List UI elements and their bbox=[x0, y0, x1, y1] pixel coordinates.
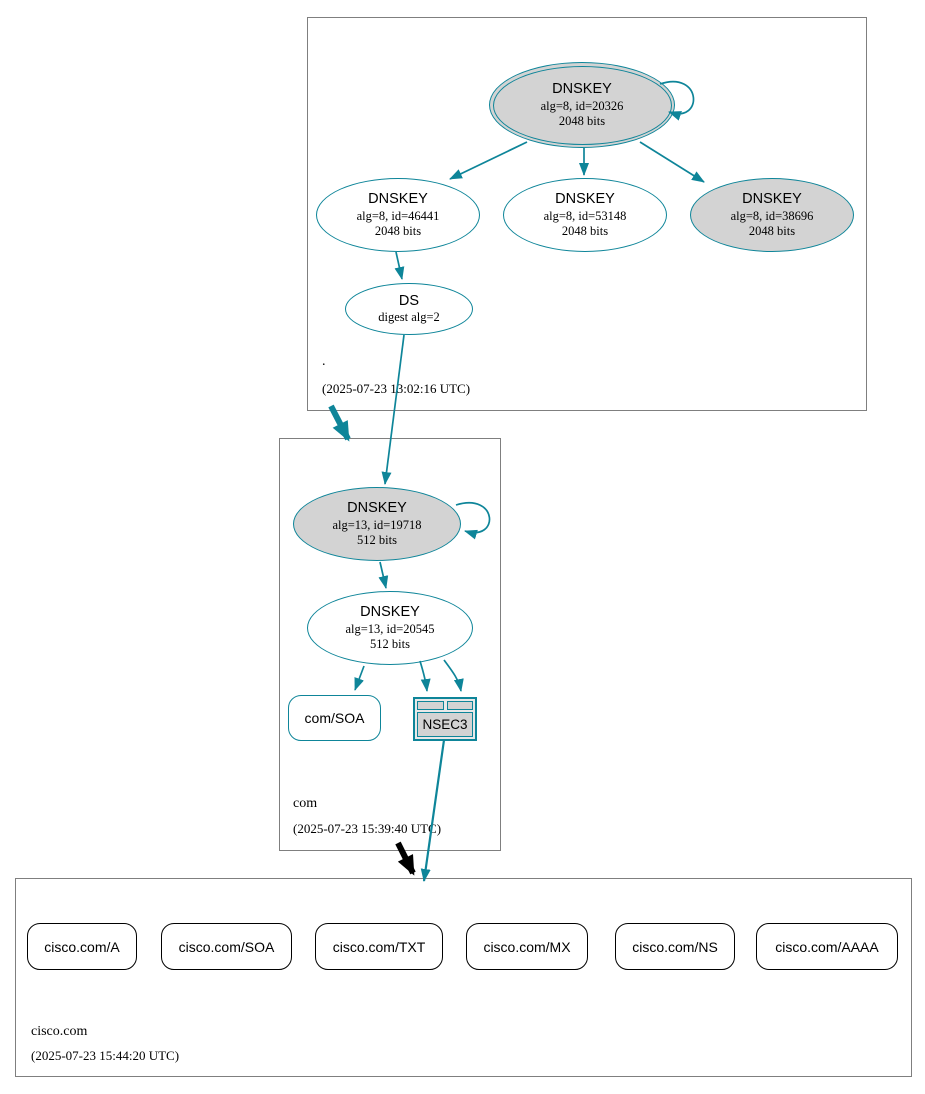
dnskey-alg-id: alg=8, id=53148 bbox=[543, 209, 627, 224]
ds-digest-alg: digest alg=2 bbox=[378, 310, 440, 325]
dnskey-46441-node[interactable] bbox=[316, 178, 480, 252]
dnskey-title: DNSKEY bbox=[742, 191, 802, 208]
dnskey-title: DNSKEY bbox=[552, 81, 612, 98]
dnskey-bits: 2048 bits bbox=[561, 223, 609, 238]
rrset-label: cisco.com/SOA bbox=[178, 938, 275, 955]
nsec3-node[interactable] bbox=[413, 697, 477, 741]
dnskey-bits: 512 bits bbox=[357, 532, 397, 547]
rrset-cisco-com-a[interactable] bbox=[27, 923, 137, 970]
dnskey-bits: 2048 bits bbox=[374, 223, 422, 238]
dnskey-bits: 2048 bits bbox=[558, 113, 606, 128]
rrset-label: cisco.com/TXT bbox=[332, 938, 426, 955]
dnskey-alg-id: alg=8, id=20326 bbox=[540, 99, 624, 114]
dnskey-title: DNSKEY bbox=[368, 191, 428, 208]
rrset-label: cisco.com/MX bbox=[483, 938, 571, 955]
root-zone-timestamp: (2025-07-23 13:02:16 UTC) bbox=[322, 381, 471, 396]
ds-node[interactable] bbox=[345, 283, 473, 335]
ds-title: DS bbox=[398, 292, 420, 309]
nsec3-rr-cells bbox=[417, 701, 473, 710]
rrset-cisco-com-aaaa[interactable] bbox=[756, 923, 898, 970]
com-zone-label: com bbox=[293, 796, 318, 811]
dnskey-19718-node[interactable] bbox=[293, 487, 461, 561]
rrset-cisco-com-ns[interactable] bbox=[615, 923, 735, 970]
dnskey-bits: 512 bits bbox=[370, 636, 410, 651]
rrset-label: cisco.com/NS bbox=[632, 938, 718, 955]
rrset-label: com/SOA bbox=[304, 710, 365, 726]
cisco-zone-timestamp: (2025-07-23 15:44:20 UTC) bbox=[31, 1048, 180, 1063]
com-soa-node[interactable] bbox=[288, 695, 381, 741]
rrset-label: cisco.com/AAAA bbox=[775, 938, 879, 955]
dnskey-title: DNSKEY bbox=[347, 500, 407, 517]
dnskey-20545-node[interactable] bbox=[307, 591, 473, 665]
dnskey-alg-id: alg=8, id=46441 bbox=[356, 209, 440, 224]
rrset-cisco-com-soa[interactable] bbox=[161, 923, 292, 970]
nsec3-label: NSEC3 bbox=[417, 712, 473, 737]
dnskey-title: DNSKEY bbox=[360, 604, 420, 621]
dnskey-alg-id: alg=13, id=19718 bbox=[332, 518, 422, 533]
com-zone-timestamp: (2025-07-23 15:39:40 UTC) bbox=[293, 821, 442, 836]
rrset-cisco-com-mx[interactable] bbox=[466, 923, 588, 970]
nsec3-cell-right bbox=[447, 701, 474, 710]
rrset-label: cisco.com/A bbox=[44, 938, 120, 955]
nsec3-cell-left bbox=[417, 701, 444, 710]
dnskey-alg-id: alg=8, id=38696 bbox=[730, 209, 814, 224]
dnskey-alg-id: alg=13, id=20545 bbox=[345, 622, 435, 637]
dnskey-bits: 2048 bits bbox=[748, 223, 796, 238]
root-zone-label: . bbox=[322, 354, 326, 369]
dnskey-53148-node[interactable] bbox=[503, 178, 667, 252]
dnskey-20326-node[interactable] bbox=[489, 62, 675, 148]
cisco-zone-label: cisco.com bbox=[31, 1024, 88, 1039]
dnskey-title: DNSKEY bbox=[555, 191, 615, 208]
rrset-cisco-com-txt[interactable] bbox=[315, 923, 443, 970]
dnskey-38696-node[interactable] bbox=[690, 178, 854, 252]
